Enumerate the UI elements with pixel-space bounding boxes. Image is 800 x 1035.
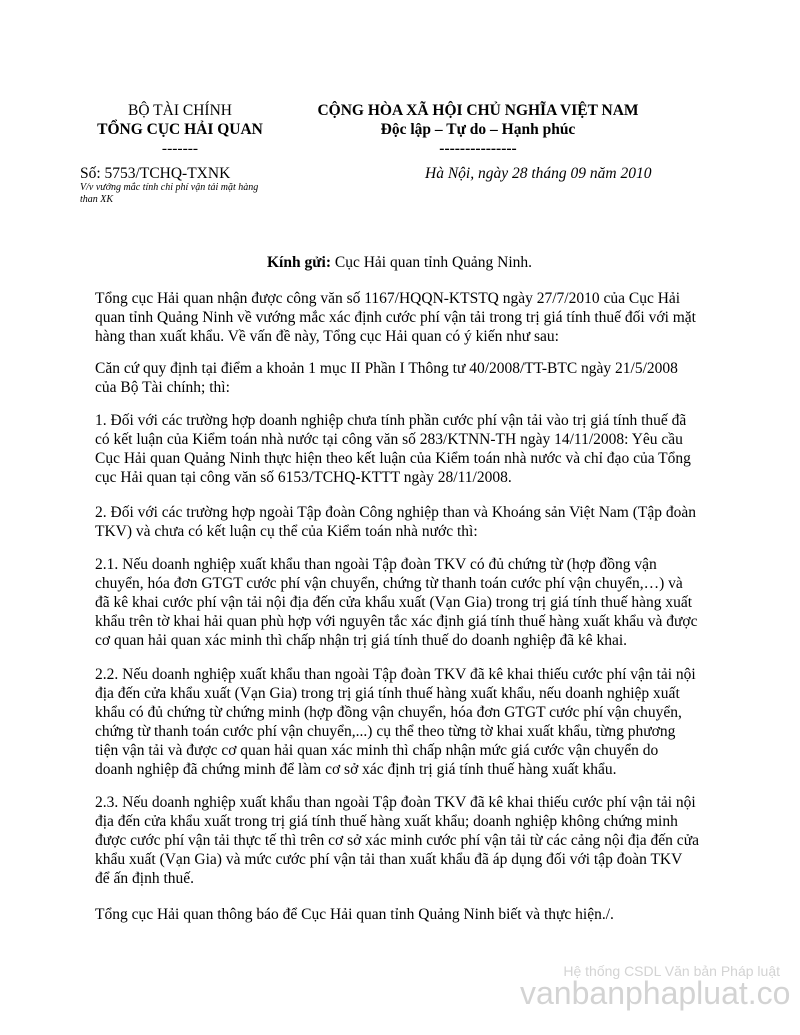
text-line: địa đến cửa khẩu xuất (Vạn Gia) trong trị giá tính thuế hàng xuất khẩu, nếu doanh nghiệp xuất (95, 685, 680, 702)
text-line: cục Hải quan tại công văn số 6153/TCHQ-KTTT ngày 28/11/2008. (95, 469, 512, 486)
ministry-block (80, 101, 280, 158)
text-line: có kết luận của Kiểm toán nhà nước tại công văn số 283/KTNN-TH ngày 14/11/2008: Yêu cầu (95, 431, 683, 448)
text-line: địa đến cửa khẩu xuất trong trị giá tính thuế hàng xuất khẩu; doanh nghiệp không chứng minh (95, 813, 678, 830)
country-name: CỘNG HÒA XÃ HỘI CHỦ NGHĨA VIỆT NAM (317, 102, 639, 119)
subject-line: V/v vướng mắc tính chi phí vận tải mặt hàng (80, 182, 259, 193)
text-line: khẩu có đủ chứng từ chứng minh (hợp đồng vận chuyển, hóa đơn GTGT cước phí vận chuyển, (95, 704, 682, 721)
ministry-name: BỘ TÀI CHÍNH (128, 102, 232, 119)
text-line: Tổng cục Hải quan thông báo để Cục Hải quan tỉnh Quảng Ninh biết và thực hiện./. (95, 906, 614, 923)
watermark-site: vanbanphapluat.co (520, 975, 791, 1011)
text-line: 1. Đối với các trường hợp doanh nghiệp chưa tính phần cước phí vận tải vào trị giá tính thuế đã (95, 412, 687, 429)
text-line: quan tỉnh Quảng Ninh về vướng mắc xác định cước phí vận tải trong trị giá tính thuế đối với mặt (95, 309, 696, 326)
text-line: tiện vận tải và được cơ quan hải quan xác minh thì chấp nhận mức giá cước vận chuyển do (95, 742, 659, 759)
text-line: chứng từ thanh toán cước phí vận chuyển,...) cụ thể theo từng tờ khai xuất khẩu, từng phương (95, 723, 676, 740)
motto: Độc lập – Tự do – Hạnh phúc (380, 121, 576, 138)
text-line: Căn cứ quy định tại điểm a khoản 1 mục II Phần I Thông tư 40/2008/TT-BTC ngày 21/5/2008 (95, 360, 678, 377)
document-number: Số: 5753/TCHQ-TXNK (80, 165, 231, 182)
national-motto-block (288, 101, 668, 158)
document-subject (80, 182, 300, 206)
text-line: TKV) và chưa có kết luận cụ thể của Kiểm toán nhà nước thì: (95, 523, 478, 540)
body-paragraph (95, 665, 715, 779)
text-line: khẩu xuất (Vạn Gia) và mức cước phí vận tải than xuất khẩu đã áp dụng đối với tập đoàn TKV (95, 851, 683, 868)
text-line: cơ quan hải quan xác minh thì chấp nhận trị giá tính thuế do doanh nghiệp đã kê khai. (95, 632, 628, 649)
text-line: của Bộ Tài chính; thì: (95, 379, 230, 396)
right-divider: --------------- (439, 140, 517, 157)
addressee (267, 253, 532, 272)
text-line: 2.3. Nếu doanh nghiệp xuất khẩu than ngoài Tập đoàn TKV đã kê khai thiếu cước phí vận tải nội (95, 794, 696, 811)
body-paragraph (95, 503, 715, 541)
document-date: Hà Nội, ngày 28 tháng 09 năm 2010 (425, 165, 652, 182)
body-paragraph (95, 793, 715, 888)
text-line: đã kê khai cước phí vận tải nội địa đến cửa khẩu xuất (Vạn Gia) trong trị giá tính thuế hàng xuất (95, 594, 693, 611)
text-line: 2. Đối với các trường hợp ngoài Tập đoàn Công nghiệp than và Khoáng sản Việt Nam (Tập đoàn (95, 504, 696, 521)
left-divider: ------- (161, 140, 199, 157)
body-paragraph (95, 411, 715, 487)
text-line: được cước phí vận tải thực tế thì trên cơ sở xác minh cước phí vận tải từ các cảng nội địa đến cửa (95, 832, 699, 849)
body-paragraph (95, 555, 715, 650)
text-line: hàng than xuất khẩu. Về vấn đề này, Tổng cục Hải quan có ý kiến như sau: (95, 328, 559, 345)
text-line: để ấn định thuế. (95, 870, 195, 887)
watermark-caption: Hệ thống CSDL Văn bản Pháp luật (563, 963, 780, 979)
text-line: 2.1. Nếu doanh nghiệp xuất khẩu than ngoài Tập đoàn TKV có đủ chứng từ (hợp đồng vận (95, 556, 657, 573)
text-line: Cục Hải quan Quảng Ninh thực hiện theo kết luận của Kiểm toán nhà nước và chỉ đạo của Tổng (95, 450, 691, 467)
subject-line: than XK (80, 194, 114, 205)
text-line: Tổng cục Hải quan nhận được công văn số 1167/HQQN-KTSTQ ngày 27/7/2010 của Cục Hải (95, 290, 681, 307)
body-paragraph (95, 905, 715, 924)
text-line: 2.2. Nếu doanh nghiệp xuất khẩu than ngoài Tập đoàn TKV đã kê khai thiếu cước phí vận tải nội (95, 666, 696, 683)
addressee-label: Kính gửi: (267, 254, 331, 271)
department-name: TỔNG CỤC HẢI QUAN (97, 121, 263, 138)
addressee-value: Cục Hải quan tỉnh Quảng Ninh. (331, 254, 533, 271)
body-paragraph (95, 359, 715, 397)
text-line: doanh nghiệp đã chứng minh để làm cơ sở xác định trị giá tính thuế hàng xuất khẩu. (95, 761, 617, 778)
text-line: khẩu trên tờ khai hải quan phù hợp với nguyên tắc xác định giá tính thuế hàng xuất khẩu và được (95, 613, 698, 630)
text-line: chuyển, hóa đơn GTGT cước phí vận chuyển, chứng từ thanh toán cước phí vận chuyển,…) và (95, 575, 683, 592)
body-paragraph (95, 289, 715, 346)
